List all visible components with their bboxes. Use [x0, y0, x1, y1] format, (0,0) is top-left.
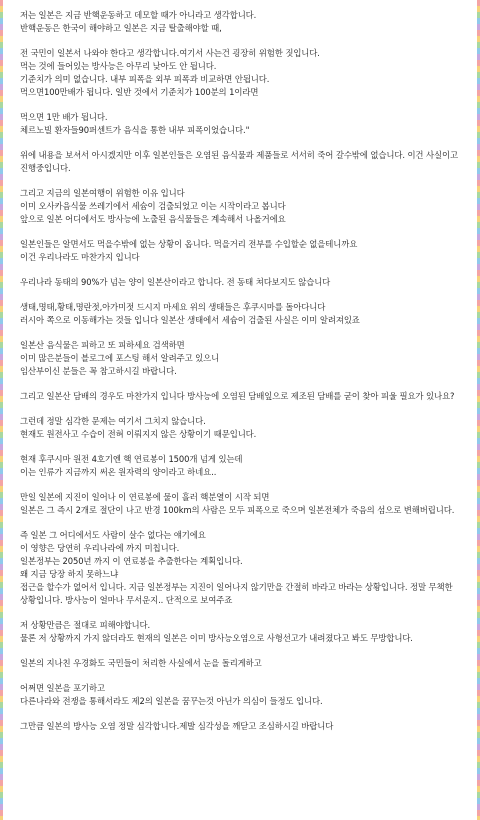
paragraph-13: [20, 491, 470, 517]
paragraph-3: [20, 111, 470, 137]
text-line: 저 상황만큼은 절대로 피해야합니다.: [20, 620, 151, 630]
paragraph-11: [20, 415, 470, 441]
text-line: 기준치가 의미 없습니다. 내부 피폭을 외부 피폭과 비교하면 안됩니다.: [20, 74, 270, 84]
text-line: 저는 일본은 지금 반핵운동하고 데모할 때가 아니라고 생각합니다.: [20, 10, 257, 20]
text-line: 반핵운동은 한국이 해야하고 일본은 지금 탈출해야할 때,: [20, 23, 222, 33]
text-line: 왜 지금 당장 하지 못하느냐: [20, 569, 119, 579]
text-line: 접근을 할수가 없어서 입니다. 지금 일본정부는 지진이 일어나지 않기만을 간절히 바라고 바라는 상황입니다. 정말 무책한: [20, 582, 453, 592]
text-line: 일본정부는 2050년 까지 이 연료봉을 추출한다는 계획입니다.: [20, 556, 243, 566]
text-line: 일본산 음식물은 피하고 또 피하세요 검색하면: [20, 340, 185, 350]
text-line: 진행중입니다.: [20, 163, 71, 173]
paragraph-1: [20, 9, 470, 35]
paragraph-10: [20, 390, 470, 403]
text-line: 이는 인류가 지금까지 써온 원자력의 양이라고 하네요..: [20, 467, 217, 477]
paragraph-12: [20, 453, 470, 479]
text-line: 체르노빌 환자들90퍼센트가 음식을 통한 내부 피폭이었습니다.": [20, 125, 250, 135]
text-line: 먹으면100만배가 됩니다. 일반 것에서 기준치가 100분의 1이라면: [20, 87, 259, 97]
text-line: 이미 오사카음식물 쓰레기에서 세슘이 검출되었고 이는 시작이라고 봅니다: [20, 201, 286, 211]
paragraph-9: [20, 339, 470, 378]
text-line: 현재 후쿠시마 원전 4호기엔 핵 연료봉이 1500개 넘게 있는데: [20, 454, 243, 464]
text-line: 상황입니다. 방사능이 얼마나 무서운지.. 단적으로 보여주죠: [20, 595, 233, 605]
paragraph-6: [20, 238, 470, 264]
text-line: 일본의 지나친 우경화도 국민들이 처리한 사실에서 눈을 돌리게하고: [20, 658, 262, 668]
text-line: 그리고 일본산 담배의 경우도 마찬가지 입니다 방사능에 오염된 담배잎으로 제조된 담배를 굳이 찾아 피울 필요가 있나요?: [20, 391, 455, 401]
text-line: 즉 일본 그 어디에서도 사람이 살수 없다는 얘기에요: [20, 530, 206, 540]
text-line: 먹으면 1만 배가 됩니다.: [20, 112, 108, 122]
text-line: 어쩌면 일본을 포기하고: [20, 683, 106, 693]
paragraph-14: [20, 529, 470, 607]
paragraph-5: [20, 187, 470, 226]
text-line: 위에 내용을 보셔서 아시겠지만 이후 일본인들은 오염된 음식물과 제품들로 서서히 죽어 갈수밖에 없습니다. 이건 사실이고: [20, 150, 458, 160]
text-line: 일본은 그 즉시 2개로 절단이 나고 반경 100km의 사람은 모두 피폭으로 죽으며 일본전체가 죽음의 섬으로 변해버립니다.: [20, 505, 455, 515]
paragraph-17: [20, 682, 470, 708]
text-line: 앞으로 일본 어디에서도 방사능에 노출된 음식물들은 계속해서 나올거에요: [20, 214, 286, 224]
text-line: 이미 많은분들이 블로그에 포스팅 해서 알려주고 있으니: [20, 353, 220, 363]
text-line: 그만큼 일본의 방사능 오염 정말 심각합니다.제발 심각성을 깨닫고 조심하시길 바랍니다: [20, 721, 334, 731]
article-body: [20, 9, 470, 745]
paragraph-8: [20, 301, 470, 327]
paragraph-4: [20, 149, 470, 175]
text-line: 일본인들은 알면서도 먹을수밖에 없는 상황이 옵니다. 먹을거리 전부를 수입할순 없을테니까요: [20, 239, 358, 249]
text-line: 먹는 것에 들어있는 방사능은 아무리 낮아도 안 됩니다.: [20, 61, 217, 71]
paragraph-2: [20, 47, 470, 99]
text-line: 이 영향은 당연히 우리나라에 까지 미칩니다.: [20, 543, 180, 553]
text-line: 물론 저 상황까지 가지 않더라도 현재의 일본은 이미 방사능오염으로 사형선고가 내려졌다고 봐도 무방합니다.: [20, 633, 413, 643]
paragraph-18: [20, 720, 470, 733]
text-line: 현재도 원전사고 수습이 전혀 이뤄지지 않은 상황이기 때문입니다.: [20, 429, 257, 439]
text-line: 러시아 쪽으로 이동해가는 것들 입니다 일본산 생태에서 세슘이 검출된 사실은 이미 알려져있죠: [20, 315, 360, 325]
text-line: 전 국민이 일본서 나와야 한다고 생각합니다.여기서 사는건 굉장히 위험한 짓입니다.: [20, 48, 320, 58]
text-line: 만일 일본에 지진이 일어나 이 연료봉에 물이 흘러 핵분열이 시작 되면: [20, 492, 270, 502]
text-line: 생태,명태,황태,명란젓,아가미젓 드시지 마세요 위의 생태들은 후쿠시마를 돌아다니다: [20, 302, 326, 312]
text-line: 임산부이신 분들은 꼭 참고하시길 바랍니다.: [20, 366, 177, 376]
text-line: 다른나라와 전쟁을 통해서라도 제2의 일본을 꿈꾸는것 아닌가 의심이 들정도 입니다.: [20, 696, 323, 706]
paragraph-16: [20, 657, 470, 670]
text-line: 우리나라 동태의 90%가 넘는 양이 일본산이라고 합니다. 전 동태 쳐다보지도 않습니다: [20, 277, 331, 287]
decorative-border-left: [0, 0, 3, 820]
text-line: 그런데 정말 심각한 문제는 여기서 그치지 않습니다.: [20, 416, 206, 426]
paragraph-7: [20, 276, 470, 289]
paragraph-15: [20, 619, 470, 645]
text-line: 이건 우리나라도 마찬가지 입니다: [20, 252, 140, 262]
text-line: 그리고 지금의 일본여행이 위험한 이유 입니다: [20, 188, 185, 198]
